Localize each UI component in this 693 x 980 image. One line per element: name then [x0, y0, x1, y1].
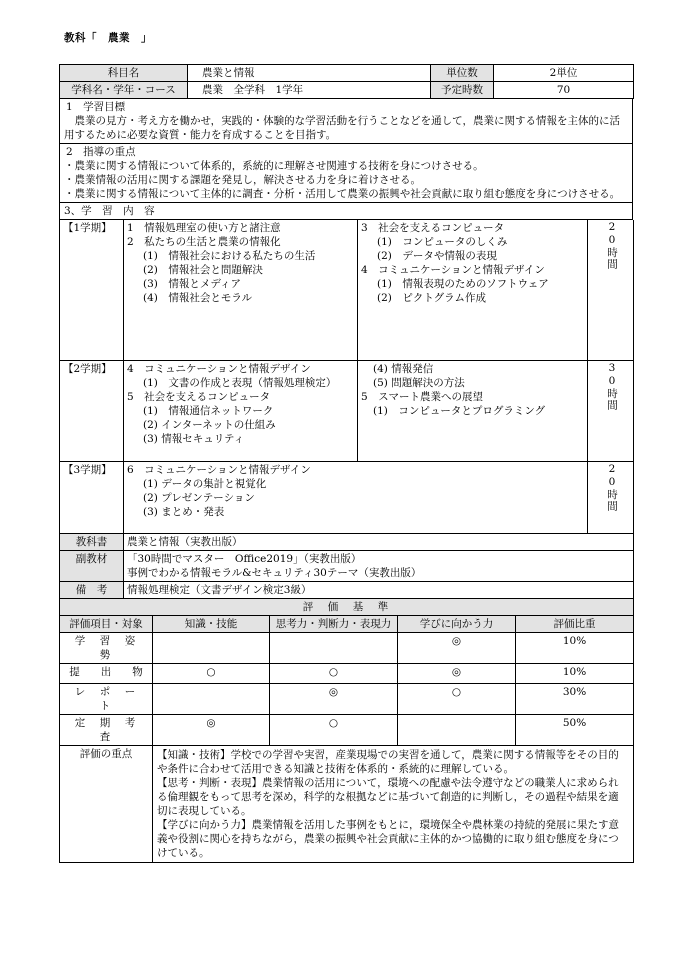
eval-mark	[153, 683, 270, 714]
eval-focus-label: 評価の重点	[60, 746, 153, 863]
term-line: 2 私たちの生活と農業の情報化	[127, 236, 281, 248]
notes-value: 情報処理検定（文書デザイン検定3級）	[124, 581, 634, 598]
eval-focus-table	[59, 746, 634, 863]
term-hours-text: 20時間	[606, 462, 618, 512]
eval-mark: ◎	[153, 714, 270, 745]
hours-value: 70	[494, 82, 634, 99]
eval-row	[60, 714, 634, 745]
term-label: 【3学期】	[60, 461, 124, 533]
subtext-values	[124, 550, 634, 581]
term-line: 1 情報処理室の使い方と諸注意	[127, 222, 281, 234]
term-left-col	[124, 360, 358, 461]
term-line: (1) データの集計と視覚化	[143, 477, 267, 490]
eval-item: 提 出 物	[60, 663, 153, 683]
subtext-line: 「30時間でマスター Office2019」（実教出版）	[127, 552, 362, 565]
term-right-col	[358, 220, 588, 360]
term-line: (3) 情報とメディア	[143, 278, 242, 290]
subtext-label: 副教材	[60, 550, 124, 581]
goals-title: 1 学習目標	[66, 101, 126, 113]
eval-focus-item: 【思考・判断・表現】農業情報の活用について，環境への配慮や法令遵守などの職業人に求められる倫理観をもって思考を深め，科学的な根拠などに基づいて創造的に判断し，その過程や結果を適切に表現している。	[157, 776, 619, 817]
term-left-col	[124, 220, 358, 360]
term-line: (1) 情報表現のためのソフトウェア	[377, 278, 549, 290]
subject-label: 科目名	[60, 65, 188, 82]
focus-title: 2 指導の重点	[66, 146, 136, 158]
term-line: (3) 情報セキュリティ	[143, 432, 245, 445]
eval-mark: ○	[153, 663, 270, 683]
content-title: 3、学 習 内 容	[59, 203, 633, 220]
term-line: (2) プレゼンテーション	[143, 491, 255, 504]
dept-label: 学科名・学年・コース	[60, 82, 188, 99]
focus-item: ・農業に関する情報について主体的に調査・分析・活用して農業の振興や社会貢献に取り組む態度を身につけさせる。	[64, 188, 621, 200]
syllabus-sheet	[59, 64, 633, 863]
subject-value: 農業と情報	[188, 65, 431, 82]
eval-focus-item: 【知識・技術】学校での学習や実習，産業現場での実習を通して，農業に関する情報等をその目的や条件に合わせて活用できる知識と技術を体系的・系統的に理解している。	[157, 748, 619, 775]
info-table	[59, 64, 634, 99]
term-line: (2) インターネットの仕組み	[143, 418, 276, 431]
eval-row	[60, 632, 634, 663]
eval-mark: ○	[270, 714, 398, 745]
term-line: (2) データや情報の表現	[377, 250, 497, 262]
eval-mark: ◎	[398, 663, 516, 683]
term-hours-text: 30時間	[606, 361, 618, 411]
term-right-col	[358, 360, 588, 461]
eval-focus-item: 【学びに向かう力】農業情報を活用した事例をもとに，環境保全や農林業の持続的発展に果たす意義や役割に関心を持ちながら，農業の振興や社会貢献に主体的かつ協働的に取り組む態度を身につけている。	[157, 818, 619, 859]
eval-weight: 30%	[516, 683, 634, 714]
eval-header: 思考力・判断力・表現力	[270, 615, 398, 632]
focus-section	[59, 144, 633, 203]
textbook-value: 農業と情報（実教出版）	[124, 534, 634, 551]
term-line: 4 コミュニケーションと情報デザイン	[127, 362, 311, 375]
eval-mark: ◎	[398, 632, 516, 663]
term-line: (3) まとめ・発表	[143, 505, 225, 518]
term-line: (2) ピクトグラム作成	[377, 292, 487, 304]
goals-text: 農業の見方・考え方を働かせ，実践的・体験的な学習活動を行うことなどを通して，農業に関する情報を主体的に活用するために必要な資質・能力を育成することを目指す。	[64, 115, 620, 141]
term-label: 【1学期】	[60, 220, 124, 360]
content-table	[59, 220, 634, 534]
term-label: 【2学期】	[60, 360, 124, 461]
eval-item: 定 期 考 査	[60, 714, 153, 745]
hours-label: 予定時数	[431, 82, 494, 99]
eval-weight: 10%	[516, 663, 634, 683]
term-line: 5 スマート農業への展望	[361, 390, 483, 403]
term-hours	[588, 461, 634, 533]
evaluation-title: 評 価 基 準	[60, 599, 634, 616]
eval-header: 学びに向かう力	[398, 615, 516, 632]
eval-weight: 50%	[516, 714, 634, 745]
notes-label: 備 考	[60, 581, 124, 598]
eval-mark: ◎	[270, 683, 398, 714]
eval-item: 学 習 姿 勢	[60, 632, 153, 663]
eval-mark: ○	[270, 663, 398, 683]
eval-weight: 10%	[516, 632, 634, 663]
term-line: 4 コミュニケーションと情報デザイン	[361, 264, 545, 276]
focus-item: ・農業情報の活用に関する課題を発見し，解決させる力を身に着けさせる。	[64, 174, 421, 186]
term-hours	[588, 360, 634, 461]
term-line: 6 コミュニケーションと情報デザイン	[127, 463, 311, 476]
term-line: (2) 情報社会と問題解決	[143, 264, 263, 276]
term-line: (1) 文書の作成と表現（情報処理検定）	[143, 376, 337, 389]
textbook-label: 教科書	[60, 534, 124, 551]
eval-mark	[153, 632, 270, 663]
term-line: (1) コンピュータのしくみ	[377, 236, 508, 248]
term-left-col	[124, 461, 588, 533]
eval-row	[60, 683, 634, 714]
goals-section	[59, 99, 633, 144]
eval-mark	[270, 632, 398, 663]
focus-item: ・農業に関する情報について体系的，系統的に理解させ関連する技術を身につけさせる。	[64, 160, 484, 172]
eval-header: 知識・技能	[153, 615, 270, 632]
credits-value: 2単位	[494, 65, 634, 82]
eval-mark: ○	[398, 683, 516, 714]
term-line: (1) 情報通信ネットワーク	[143, 404, 274, 417]
term-line: (1) コンピュータとプログラミング	[373, 404, 546, 417]
term-line: (5) 問題解決の方法	[373, 376, 465, 389]
subject-heading: 教科「 農業 」	[64, 32, 152, 44]
eval-header: 評価項目・対象	[60, 615, 153, 632]
eval-row	[60, 663, 634, 683]
term-line: 5 社会を支えるコンピュータ	[127, 390, 271, 403]
term-line: (4) 情報発信	[373, 362, 434, 375]
term-line: 3 社会を支えるコンピュータ	[361, 222, 505, 234]
credits-label: 単位数	[431, 65, 494, 82]
eval-mark	[398, 714, 516, 745]
dept-value: 農業 全学科 1学年	[188, 82, 431, 99]
materials-table	[59, 534, 634, 599]
term-hours-text: 20時間	[606, 221, 618, 270]
term-line: (4) 情報社会とモラル	[143, 292, 253, 304]
eval-header: 評価比重	[516, 615, 634, 632]
eval-focus-content	[153, 746, 634, 863]
subtext-line: 事例でわかる情報モラル&セキュリティ30テーマ（実教出版）	[127, 566, 422, 579]
term-hours	[588, 220, 634, 360]
evaluation-table	[59, 599, 634, 746]
eval-item: レ ポ ー ト	[60, 683, 153, 714]
term-line: (1) 情報社会における私たちの生活	[143, 250, 316, 262]
